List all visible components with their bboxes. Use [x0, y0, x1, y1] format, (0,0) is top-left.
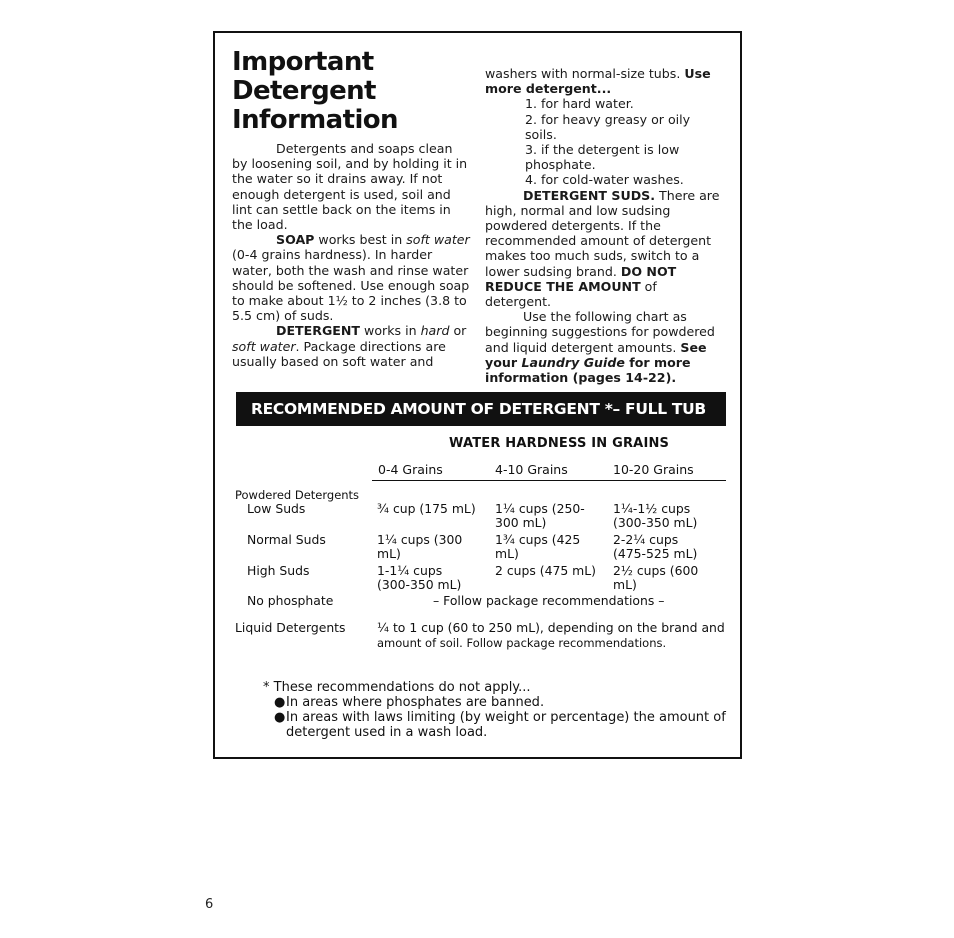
chart-text: Use the following chart as beginning suggestions for powdered and liquid detergent amounts. — [485, 309, 715, 355]
liquid-value-line-2: amount of soil. Follow package recommendations. — [377, 636, 667, 650]
det-text-b: . Package directions are usually based on soft water and — [232, 338, 446, 369]
list-item: 3. if the detergent is low phosphate. — [525, 142, 680, 173]
left-column — [232, 141, 470, 369]
grain-col-1: 0-4 Grains — [378, 462, 443, 477]
see-a: See your — [485, 339, 707, 370]
det-text-a: works in — [360, 323, 421, 339]
page-number: 6 — [205, 897, 214, 912]
chart-paragraph — [485, 309, 723, 385]
footnote-bullet-text-2: In areas with laws limiting (by weight or percentage) the amount of detergent used in a wash load. — [286, 710, 726, 740]
footnote-bullets — [274, 695, 734, 740]
low-suds-c3: 1¼-1½ cups (300-350 mL) — [613, 501, 698, 531]
row-label-high-suds: High Suds — [247, 563, 310, 578]
grain-header-row — [372, 462, 726, 481]
title-line-2: Detergent — [232, 76, 376, 106]
detergent-paragraph — [232, 323, 470, 369]
recommended-amount-banner: RECOMMENDED AMOUNT OF DETERGENT *– FULL TUB — [236, 392, 726, 426]
liquid-value-line-1: ¼ to 1 cup (60 to 250 mL), depending on the brand and — [377, 620, 725, 635]
suds-text: There are high, normal and low sudsing powdered detergents. If the recommended amount of detergent makes too much suds, switch to a lower sudsing brand. — [485, 187, 720, 279]
do-not-reduce: DO NOT REDUCE THE AMOUNT — [485, 263, 677, 294]
right-column — [485, 66, 723, 385]
high-suds-c3: 2½ cups (600 mL) — [613, 563, 699, 593]
soap-italic: soft water — [406, 232, 470, 248]
normal-suds-c3: 2-2¼ cups (475-525 mL) — [613, 532, 698, 562]
low-suds-c1: ¾ cup (175 mL) — [377, 501, 476, 516]
det-italic-a: hard — [420, 323, 450, 339]
use-more-bold: Use more detergent... — [485, 66, 711, 97]
row-label-no-phosphate: No phosphate — [247, 593, 334, 608]
det-text-or: or — [449, 323, 467, 339]
det-italic-b: soft water — [232, 338, 296, 354]
footnote-bullet-1 — [274, 695, 734, 710]
normal-suds-c1: 1¼ cups (300 mL) — [377, 532, 463, 562]
footnote-bullet-2 — [274, 710, 734, 740]
high-suds-c1: 1-1¼ cups (300-350 mL) — [377, 563, 462, 593]
list-item: 2. for heavy greasy or oily soils. — [525, 111, 691, 142]
conditions-list — [485, 96, 723, 187]
soap-text-b: (0-4 grains hardness). In harder water, both the wash and rinse water should be softened. Use enough soap to make about 1½ to 2 inches (3.8 to 5.5 cm) of suds. — [232, 247, 470, 324]
title-line-3: Information — [232, 105, 398, 135]
suds-end: of detergent. — [485, 278, 657, 310]
list-item: 4. for cold-water washes. — [525, 172, 684, 188]
see-b: for more information (pages 14-22). — [485, 354, 691, 386]
row-label-normal-suds: Normal Suds — [247, 532, 326, 547]
soap-paragraph — [232, 232, 470, 323]
grain-col-3: 10-20 Grains — [613, 462, 694, 477]
p1-text: washers with normal-size tubs. — [485, 66, 685, 81]
soap-text-a: works best in — [314, 232, 407, 248]
more-detergent-paragraph — [485, 66, 723, 96]
row-label-liquid: Liquid Detergents — [235, 620, 346, 635]
row-label-low-suds: Low Suds — [247, 501, 306, 516]
no-phosphate-value: – Follow package recommendations – — [433, 593, 665, 608]
suds-paragraph — [485, 188, 723, 310]
bullet-dot: ● — [274, 695, 286, 710]
water-hardness-heading: WATER HARDNESS IN GRAINS — [449, 436, 670, 451]
low-suds-c2: 1¼ cups (250-300 mL) — [495, 501, 585, 531]
footnote-bullet-text-1: In areas where phosphates are banned. — [286, 695, 545, 710]
grain-col-2: 4-10 Grains — [495, 462, 568, 477]
page-title — [232, 48, 398, 135]
intro-paragraph: Detergents and soaps clean by loosening soil, and by holding it in the water so it drains away. If not enough detergent is used, soil and lint can settle back on the items in the load. — [232, 141, 468, 233]
suds-label: DETERGENT SUDS. — [523, 187, 656, 203]
footnote-lead: * These recommendations do not apply... — [263, 680, 531, 695]
laundry-guide: Laundry Guide — [521, 354, 625, 370]
bullet-dot: ● — [274, 710, 286, 725]
high-suds-c2: 2 cups (475 mL) — [495, 563, 596, 578]
soap-label: SOAP — [276, 232, 315, 248]
detergent-label: DETERGENT — [276, 323, 361, 339]
list-item: 1. for hard water. — [525, 96, 634, 112]
title-line-1: Important — [232, 47, 374, 77]
powdered-label: Powdered Detergents — [235, 488, 360, 502]
normal-suds-c2: 1¾ cups (425 mL) — [495, 532, 581, 562]
